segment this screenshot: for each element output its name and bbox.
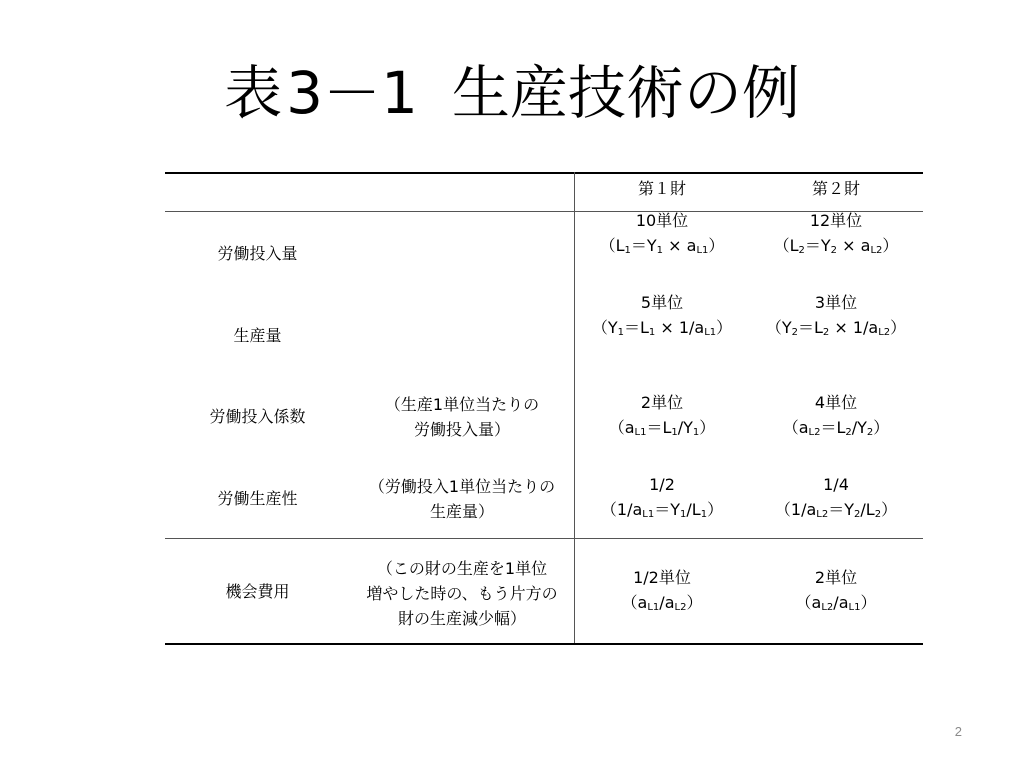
header-good-1: 第１財	[637, 178, 686, 198]
slide-title	[0, 58, 1024, 128]
row-label: 労働投入係数	[209, 406, 306, 426]
value-cell	[575, 292, 749, 342]
value: 2単位	[640, 392, 684, 412]
value-cell	[749, 567, 923, 617]
row-note	[350, 555, 574, 631]
note-line: （この財の生産を1単位	[376, 558, 548, 578]
row-label: 生産量	[233, 325, 282, 345]
row-note	[350, 474, 574, 524]
value-cell	[575, 392, 749, 442]
value-cell	[749, 474, 923, 524]
value-cell	[575, 567, 749, 617]
value-cell	[749, 392, 923, 442]
header-cell-blank-2	[350, 174, 574, 202]
row-label: 労働投入量	[217, 243, 298, 263]
row-label: 機会費用	[225, 581, 290, 601]
value: 4単位	[814, 392, 858, 412]
note-line: （労働投入1単位当たりの	[368, 477, 556, 496]
value-cell	[575, 474, 749, 524]
row-note	[350, 392, 574, 442]
row-label: 労働生産性	[217, 488, 298, 508]
production-technology-table	[165, 172, 923, 645]
header-cell-blank-1	[165, 174, 350, 202]
header-good-2: 第２財	[811, 178, 860, 198]
title-number: 3－1	[286, 59, 418, 127]
value: 12単位	[809, 210, 863, 230]
note-line: 労働投入量）	[413, 420, 510, 439]
value: 10単位	[635, 210, 689, 230]
value-cell	[575, 210, 749, 260]
formula: $(Y_2=L_2 \times 1/a_{L2})$	[765, 317, 907, 338]
page-number: 2	[954, 724, 962, 739]
value: 1/2	[649, 474, 675, 494]
formula: $(L_2=Y_2 \times a_{L2})$	[773, 235, 899, 256]
formula: $(a_{L1}/a_{L2})$	[621, 592, 703, 613]
value: 2単位	[814, 567, 858, 587]
value: 5単位	[640, 292, 684, 312]
note-line: 生産量）	[429, 502, 494, 521]
value: 1/4	[823, 474, 849, 494]
note-line: （生産1単位当たりの	[384, 395, 540, 414]
note-line: 増やした時の、もう片方の	[366, 583, 558, 603]
value-cell	[749, 210, 923, 260]
table-bottom-rule	[165, 643, 923, 645]
note-line: 財の生産減少幅）	[397, 608, 526, 628]
formula: $(a_{L2}=L_2/Y_2)$	[782, 417, 890, 438]
value: 1/2単位	[633, 567, 691, 587]
title-prefix: 表	[224, 59, 283, 127]
title-text: 生産技術の例	[451, 59, 800, 127]
formula: $(a_{L2}/a_{L1})$	[795, 592, 877, 613]
formula: $(L_1=Y_1 \times a_{L1})$	[599, 235, 725, 256]
formula: $(1/a_{L2}=Y_2/L_2)$	[774, 499, 898, 520]
value: 3単位	[814, 292, 858, 312]
formula: $(1/a_{L1}=Y_1/L_1)$	[600, 499, 724, 520]
value-cell	[749, 292, 923, 342]
section-divider	[165, 538, 923, 539]
formula: $(Y_1=L_1 \times 1/a_{L1})$	[591, 317, 733, 338]
formula: $(a_{L1}=L_1/Y_1)$	[608, 417, 716, 438]
